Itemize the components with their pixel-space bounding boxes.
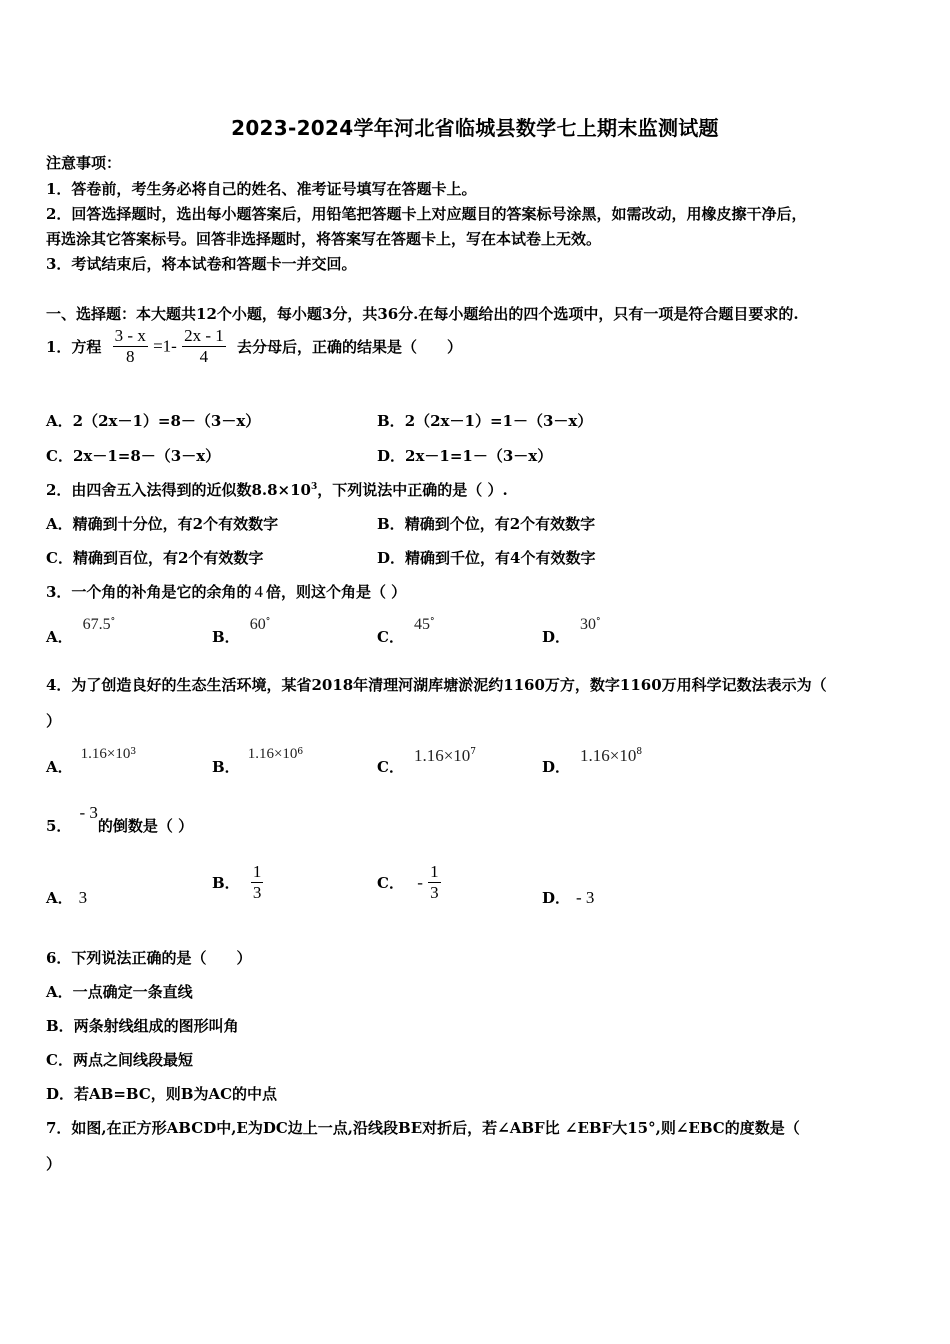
question-4-line2: ） — [46, 712, 62, 730]
q1-option-c: C．2x－1=8－（3－x） — [46, 447, 221, 465]
question-2: 2．由四舍五入法得到的近似数$8.8\times 10^3$，下列说法中正确的是（ ）. — [46, 481, 508, 499]
q1-option-a: A．2（2x－1）=8－（3－x） — [46, 412, 261, 430]
q5-option-a: A． 3 — [46, 888, 88, 907]
q1-prefix: 1．方程 — [46, 338, 102, 356]
q1-frac2-denominator: 4 — [199, 347, 209, 366]
question-7-line1: 7．如图,在正方形ABCD中,E为DC边上一点,沿线段BE对折后，若∠ABF比 ∠EBF大15°,则∠EBC的度数是（ — [46, 1119, 800, 1137]
notice-item: 2．回答选择题时，选出每小题答案后，用铅笔把答题卡上对应题目的答案标号涂黑，如需改动，用橡皮擦干净后， — [46, 205, 807, 223]
question-3: 3．一个角的补角是它的余角的 4 倍，则这个角是（ ） — [46, 582, 407, 601]
q1-fraction-right — [182, 326, 226, 367]
q5-value: - 3 — [79, 803, 98, 822]
question-7-line2: ） — [46, 1155, 62, 1173]
question-1 — [46, 326, 462, 367]
q1-option-b: B．2（2x－1）=1－（3－x） — [377, 412, 593, 430]
q4-option-c: C．$1.16\times 10^7$ — [377, 746, 477, 776]
q2-option-c: C．精确到百位，有2个有效数字 — [46, 549, 264, 567]
notice-item: 再选涂其它答案标号。回答非选择题时，将答案写在答题卡上，写在本试卷上无效。 — [46, 230, 602, 248]
notice-item: 1．答卷前，考生务必将自己的姓名、准考证号填写在答题卡上。 — [46, 180, 477, 198]
q4-option-b: B．$1.16\times 10^6$ — [212, 746, 304, 776]
q4-option-d: D．$1.16\times 10^8$ — [542, 746, 643, 776]
q1-fraction-left — [113, 326, 148, 367]
q5-option-b: B． $\frac{1}{3}$ — [212, 862, 262, 902]
q6-option-b: B．两条射线组成的图形叫角 — [46, 1017, 239, 1035]
q6-option-d: D．若AB=BC，则B为AC的中点 — [46, 1085, 278, 1103]
question-6: 6．下列说法正确的是（ ） — [46, 949, 252, 967]
q1-frac2-numerator: 2x - 1 — [184, 326, 224, 345]
notice-heading: 注意事项： — [46, 154, 122, 172]
q1-middle: =1- — [153, 336, 177, 356]
q1-suffix: 去分母后，正确的结果是（ ） — [236, 338, 462, 356]
q3-option-a: A．67.5° — [46, 616, 116, 646]
q2-option-b: B．精确到个位，有2个有效数字 — [377, 515, 596, 533]
q3-option-d: D．30° — [542, 616, 601, 646]
q6-option-c: C．两点之间线段最短 — [46, 1051, 193, 1069]
q3-option-b: B．60° — [212, 616, 271, 646]
q5-option-c: C． - $\frac{1}{3}$ — [377, 862, 439, 902]
q2-exponent: 3 — [310, 482, 318, 492]
notice-item: 3．考试结束后，将本试卷和答题卡一并交回。 — [46, 255, 357, 273]
q1-option-d: D．2x－1=1－（3－x） — [377, 447, 553, 465]
section-heading: 一、选择题：本大题共12个小题，每小题3分，共36分.在每小题给出的四个选项中，只有一项是符合题目要求的. — [46, 305, 799, 323]
question-5: 5．- 3的倒数是（ ） — [46, 803, 194, 835]
q3-number: 4 — [254, 582, 263, 601]
q2-option-d: D．精确到千位，有4个有效数字 — [377, 549, 596, 567]
q2-option-a: A．精确到十分位，有2个有效数字 — [46, 515, 279, 533]
q6-option-a: A．一点确定一条直线 — [46, 983, 193, 1001]
q3-option-c: C．45° — [377, 616, 435, 646]
q5-option-d: D． - 3 — [542, 888, 595, 907]
q4-option-a: A．$1.16\times 10^3$ — [46, 746, 137, 776]
q1-frac1-numerator: 3 - x — [114, 326, 146, 345]
question-4-line1: 4．为了创造良好的生态生活环境，某省2018年清理河湖库塘淤泥约1160万方，数字1160万用科学记数法表示为（ — [46, 676, 827, 694]
page-title: 2023-2024学年河北省临城县数学七上期末监测试题 — [231, 116, 719, 140]
q1-frac1-denominator: 8 — [126, 347, 135, 366]
